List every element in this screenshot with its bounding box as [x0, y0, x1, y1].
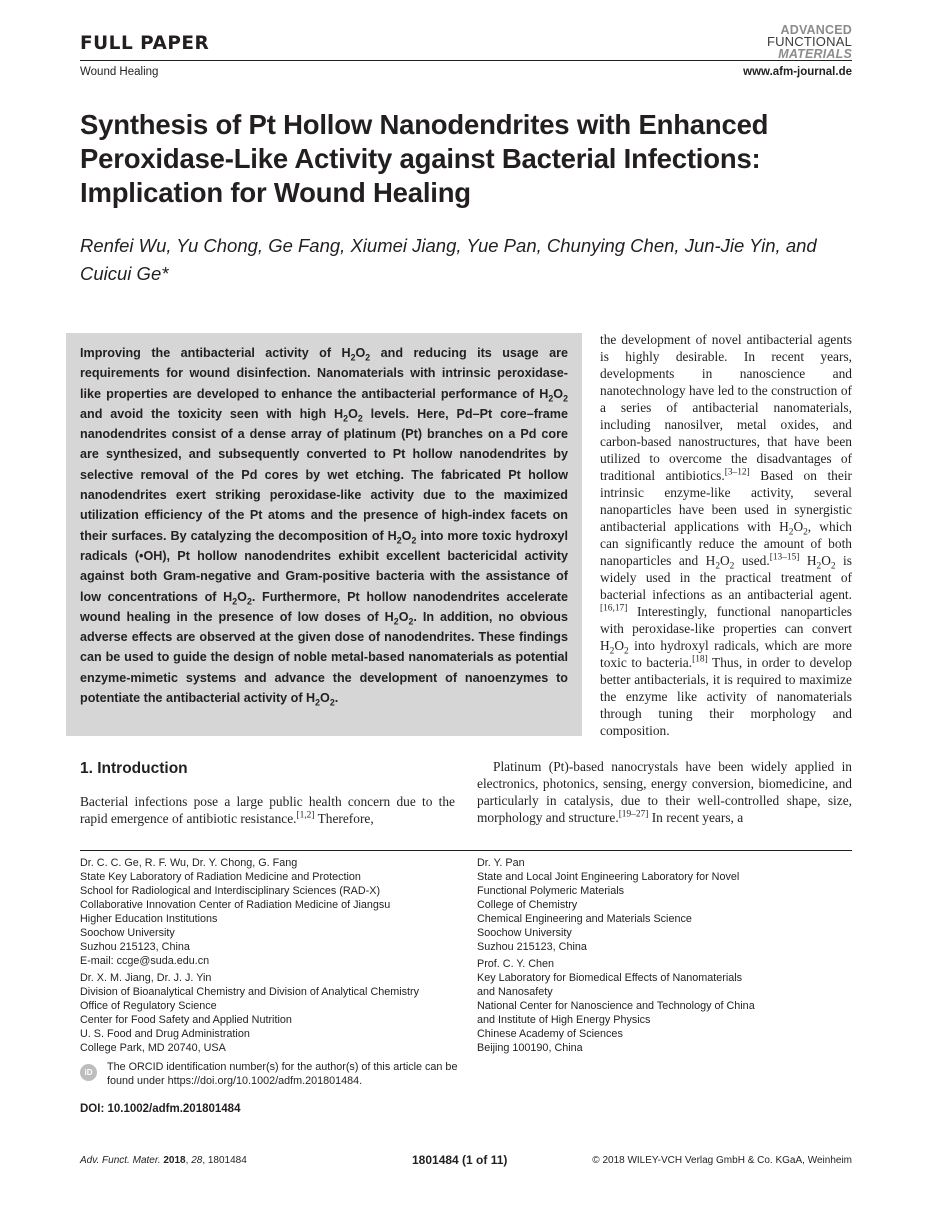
logo-line-1: ADVANCED [780, 23, 852, 37]
affiliation-line: Suzhou 215123, China [477, 941, 587, 953]
journal-logo [767, 24, 852, 60]
body-text-introduction: Bacterial infections pose a large public health concern due to the rapid emergence of antibiotic resistance.[1,2] Therefore, [80, 794, 455, 826]
affiliation-line: State and Local Joint Engineering Laboratory for Novel [477, 871, 740, 883]
affiliation-line: Chemical Engineering and Materials Science [477, 913, 692, 925]
affiliation-line: and Nanosafety [477, 986, 553, 998]
affiliation-block-right-1 [477, 856, 852, 954]
affiliation-line: Dr. C. C. Ge, R. F. Wu, Dr. Y. Chong, G. Fang [80, 857, 298, 869]
affiliation-line: Prof. C. Y. Chen [477, 958, 555, 970]
author-list: Renfei Wu, Yu Chong, Ge Fang, Xiumei Jiang, Yue Pan, Chunying Chen, Jun-Jie Yin, and Cuicui Ge* [80, 235, 817, 284]
affiliation-line: School for Radiological and Interdisciplinary Sciences (RAD-X) [80, 885, 381, 897]
affiliations-left [80, 856, 475, 1058]
footer-citation: Adv. Funct. Mater. 2018, 28, 1801484 [80, 1155, 247, 1166]
affiliation-block-left-2 [80, 971, 475, 1055]
affiliations-right [477, 856, 852, 1058]
affiliation-line: Key Laboratory for Biomedical Effects of Nanomaterials [477, 972, 743, 984]
orcid-icon: iD [80, 1064, 97, 1081]
affiliation-line: Office of Regulatory Science [80, 1000, 217, 1012]
affiliation-rule [80, 850, 852, 851]
section-heading-introduction: 1. Introduction [80, 760, 188, 777]
affiliation-line: Higher Education Institutions [80, 913, 218, 925]
footer-citation-year: 2018 [163, 1155, 186, 1166]
body-text-right-column: the development of novel antibacterial agents is highly desirable. In recent years, developments in nanoscience and nanotechnology have led to the construction of a series of antibacterial nanomaterials, including nanosilver, metal oxides, and carbon-based nanostructures, that have been utilized to overcome the disadvantages of traditional antibiotics.[3–12] Based on their intrinsic enzyme-like activity, several nanoparticles have been used in synergistic antibacterial applications with $H_2O_2$, which can significantly reduce the amount of both nanoparticles and $H_2O_2$ used.[13–15] $H_2O_2$ is widely used in the practical treatment of bacterial infections as an antibacterial agent.[16,17] Interestingly, functional nanoparticles with peroxidase-like properties can convert $H_2O_2$ into hydroxyl radicals, which are more toxic to bacteria.[18] Thus, in order to develop better antibacterials, it is required to maximize the enzyme like activity of nanomaterials through tuning their morphology and composition. [600, 332, 853, 738]
affiliation-block-left-1 [80, 856, 475, 968]
affiliation-line: Suzhou 215123, China [80, 941, 190, 953]
affiliation-line: Dr. X. M. Jiang, Dr. J. J. Yin [80, 972, 212, 984]
affiliation-line: Dr. Y. Pan [477, 857, 525, 869]
affiliation-line: College of Chemistry [477, 899, 578, 911]
journal-url-link[interactable]: www.afm-journal.de [743, 66, 852, 78]
logo-line-3: MATERIALS [778, 47, 852, 61]
affiliation-line: Soochow University [477, 927, 572, 939]
affiliation-line: and Institute of High Energy Physics [477, 1014, 651, 1026]
affiliation-line: Chinese Academy of Sciences [477, 1028, 623, 1040]
header-label: FULL PAPER [80, 33, 210, 54]
affiliation-block-right-2 [477, 957, 852, 1055]
affiliation-line: Division of Bioanalytical Chemistry and Division of Analytical Chemistry [80, 986, 420, 998]
section-label: Wound Healing [80, 66, 159, 78]
affiliation-line: Beijing 100190, China [477, 1042, 583, 1054]
logo-line-2: FUNCTIONAL [766, 34, 852, 49]
affiliation-line: Collaborative Innovation Center of Radiation Medicine of Jiangsu [80, 899, 391, 911]
affiliation-line: U. S. Food and Drug Administration [80, 1028, 250, 1040]
affiliation-line: National Center for Nanoscience and Technology of China [477, 1000, 755, 1012]
footer-page-number: 1801484 (1 of 11) [412, 1153, 508, 1167]
footer-citation-journal: Adv. Funct. Mater. [80, 1155, 161, 1166]
footer-copyright: © 2018 WILEY-VCH Verlag GmbH & Co. KGaA, Weinheim [592, 1155, 852, 1166]
footer-citation-number: , 1801484 [202, 1155, 247, 1166]
affiliation-line: College Park, MD 20740, USA [80, 1042, 226, 1054]
affiliation-line: Soochow University [80, 927, 175, 939]
orcid-note[interactable]: The ORCID identification number(s) for the author(s) of this article can be found under https://doi.org/10.1002/adfm.201801484. [107, 1061, 458, 1087]
affiliation-line[interactable]: E-mail: ccge@suda.edu.cn [80, 955, 210, 967]
paper-title: Synthesis of Pt Hollow Nanodendrites with Enhanced Peroxidase-Like Activity against Bacterial Infections: Implication for Wound Healing [80, 109, 769, 208]
affiliation-line: Functional Polymeric Materials [477, 885, 625, 897]
body-text-bridge-paragraph: Platinum (Pt)-based nanocrystals have been widely applied in electronics, photonics, sensing, energy conversion, biomedicine, and particularly in catalysis, due to their well-controlled shape, size, morphology and structure.[19–27] In recent years, a [477, 759, 852, 825]
affiliation-line: Center for Food Safety and Applied Nutrition [80, 1014, 292, 1026]
header-rule [80, 60, 852, 61]
affiliation-line: State Key Laboratory of Radiation Medicine and Protection [80, 871, 361, 883]
abstract-text: Improving the antibacterial activity of $H_2O_2$ and reducing its usage are requirements for wound disinfection. Nanomaterials with intrinsic peroxidase-like properties are developed to enhance the antibacterial performance of $H_2O_2$ and avoid the toxicity seen with high $H_2O_2$ levels. Here, Pd–Pt core–frame nanodendrites consist of a dense array of platinum (Pt) branches on a Pd core are synthesized, and subsequently converted to Pt hollow nanodendrites by selective removal of the Pd cores by wet etching. The fabricated Pt hollow nanodendrites exert striking peroxidase-like activity due to the maximized utilization efficiency of the Pt atoms and the presence of high-index facets on their surfaces. By catalyzing the decomposition of $H_2O_2$ into more toxic hydroxyl radicals (•OH), Pt hollow nanodendrites exhibit excellent bactericidal activity against both Gram-negative and Gram-positive bacteria with the assistance of low concentrations of $H_2O_2$. Furthermore, Pt hollow nanodendrites accelerate wound healing in the presence of low doses of $H_2O_2$. In addition, no obvious adverse effects are observed at the given dose of nanodendrites. These findings can be used to guide the design of noble metal-based nanomaterials as potential enzyme-mimetic systems and advance the development of nanoenzymes to potentiate the antibacterial activity of $H_2O_2$. [80, 346, 568, 708]
doi-label[interactable]: DOI: 10.1002/adfm.201801484 [80, 1103, 241, 1115]
footer-citation-volume: 28 [191, 1155, 203, 1166]
